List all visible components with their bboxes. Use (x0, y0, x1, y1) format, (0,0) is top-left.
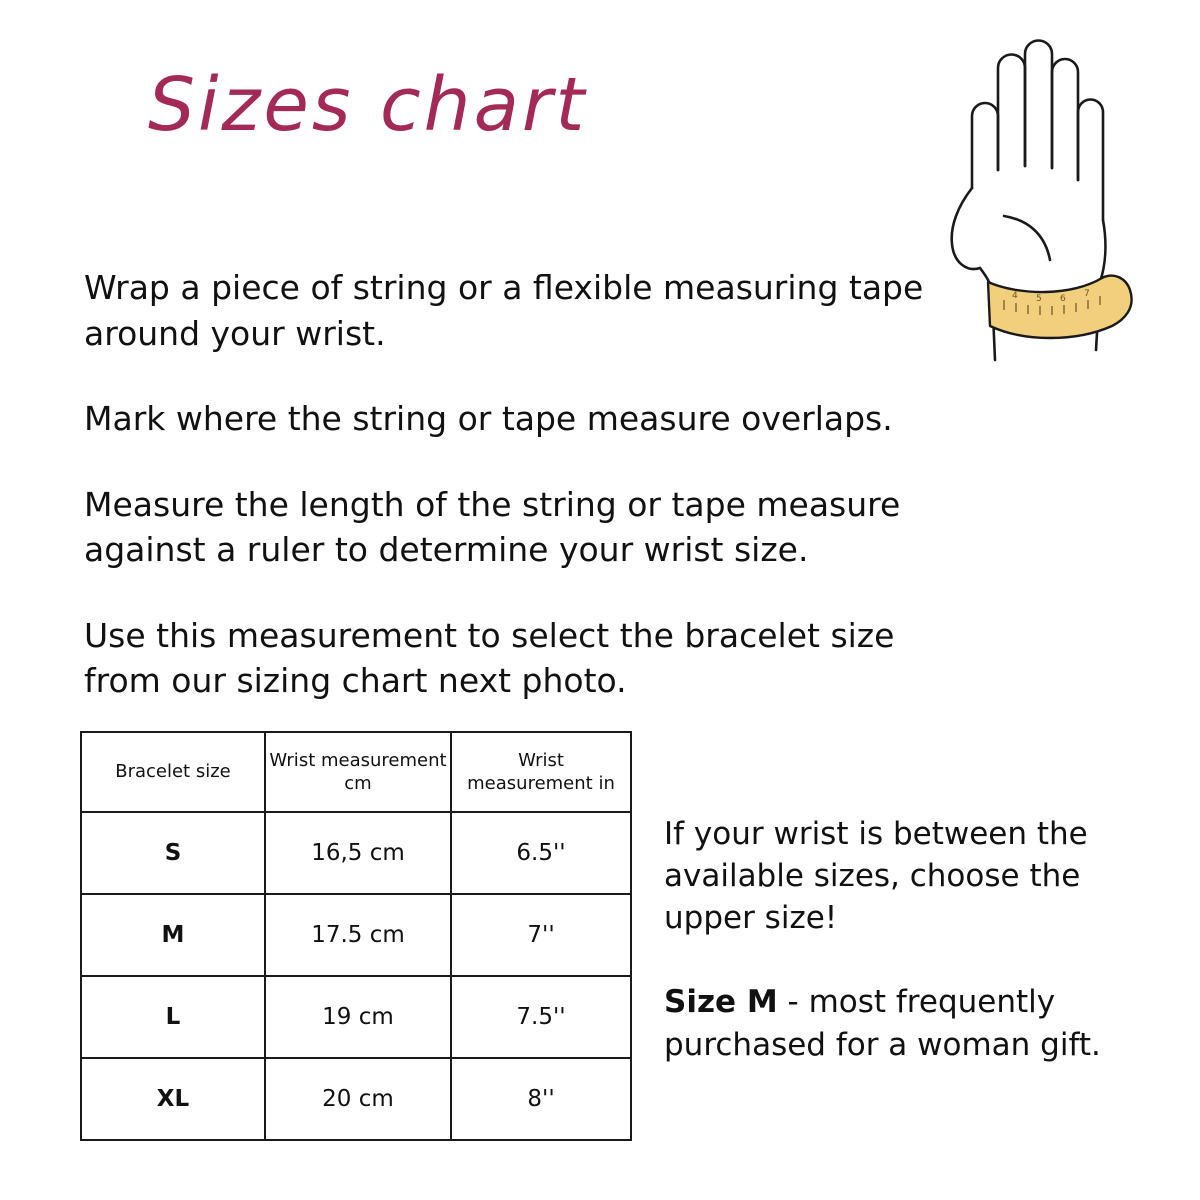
note-size-m (664, 981, 1164, 1065)
instruction-step-1: Wrap a piece of string or a flexible measuring tape around your wrist. (84, 268, 924, 353)
cell-in-l: 7.5'' (451, 976, 631, 1058)
cell-cm-l: 19 cm (265, 976, 451, 1058)
table-row (81, 976, 631, 1058)
table-row (81, 812, 631, 894)
column-header-wrist-in: Wrist measurement in (451, 732, 631, 812)
cell-size-xl: XL (81, 1058, 265, 1140)
notes-panel (664, 782, 1164, 1066)
cell-in-s: 6.5'' (451, 812, 631, 894)
instructions-list (84, 232, 964, 704)
note-size-m-emphasis: Size M (664, 984, 778, 1021)
table-row (81, 1058, 631, 1140)
page-title: Sizes chart (148, 62, 588, 148)
instruction-step-4: Use this measurement to select the bracelet size from our sizing chart next photo. (84, 615, 895, 701)
instruction-step-3: Measure the length of the string or tape measure against a ruler to determine your wrist size. (84, 484, 901, 570)
cell-size-l: L (81, 976, 265, 1058)
cell-size-m: M (81, 894, 265, 976)
cell-in-m: 7'' (451, 894, 631, 976)
svg-text:7: 7 (1084, 289, 1090, 299)
svg-text:5: 5 (1036, 294, 1042, 304)
table-row (81, 894, 631, 976)
svg-text:4: 4 (1012, 291, 1018, 301)
note-size-m-rest: - most frequently purchased for a woman gift. (664, 984, 1101, 1063)
svg-text:6: 6 (1060, 294, 1066, 304)
cell-cm-xl: 20 cm (265, 1058, 451, 1140)
size-table (80, 731, 632, 1141)
table-header-row (81, 732, 631, 812)
instruction-step-2: Mark where the string or tape measure overlaps. (84, 399, 893, 439)
cell-in-xl: 8'' (451, 1058, 631, 1140)
column-header-bracelet-size: Bracelet size (81, 732, 265, 812)
cell-cm-s: 16,5 cm (265, 812, 451, 894)
cell-cm-m: 17.5 cm (265, 894, 451, 976)
column-header-wrist-cm: Wrist measurement cm (265, 732, 451, 812)
note-between-sizes: If your wrist is between the available sizes, choose the upper size! (664, 816, 1088, 937)
cell-size-s: S (81, 812, 265, 894)
